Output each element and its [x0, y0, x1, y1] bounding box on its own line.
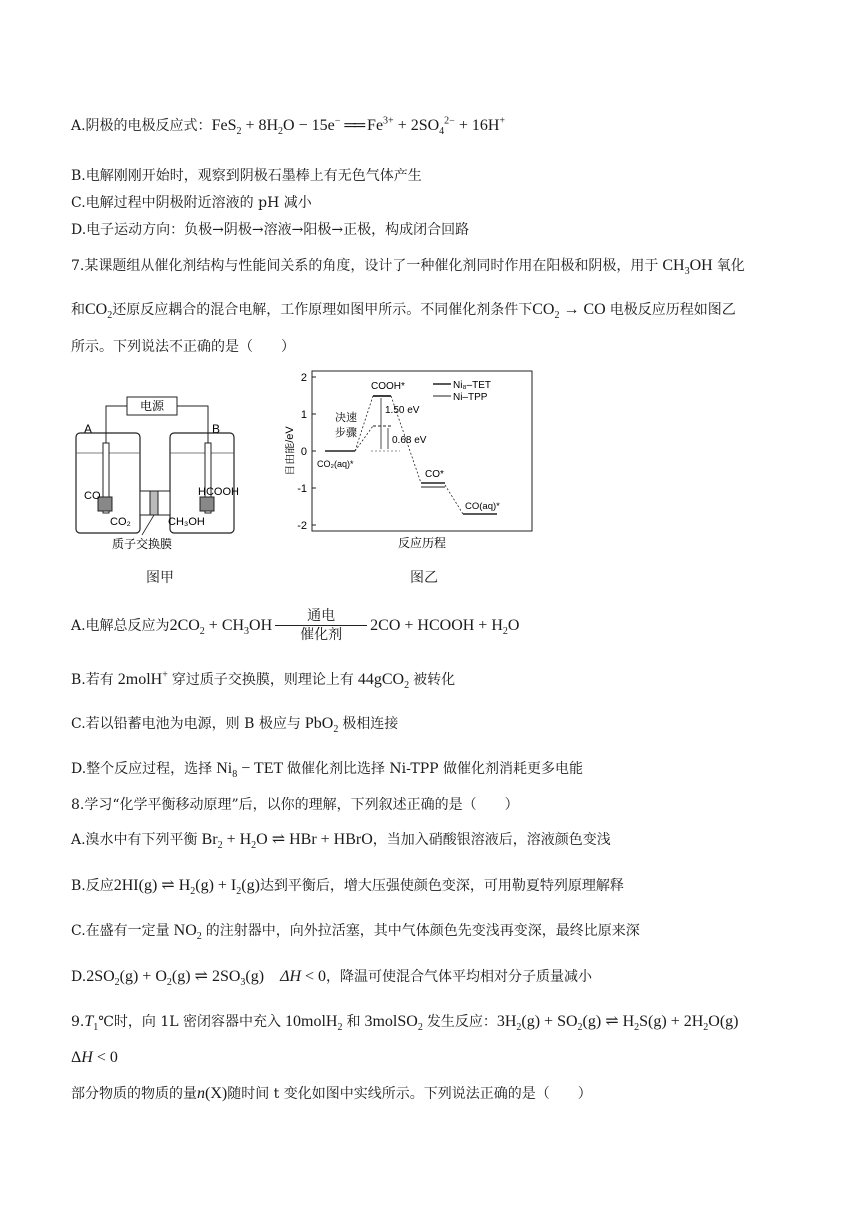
q9-stem-line3: 部分物质的物质的量n(X)随时间 t 变化如图中实线所示。下列说法正确的是（ ） [71, 1085, 592, 1102]
q6-option-c: C.电解过程中阴极附近溶液的 pH 减小 [71, 195, 312, 211]
label-cooh: COOH* [371, 381, 405, 392]
figure-yi-caption: 图乙 [410, 570, 438, 586]
q6-option-a: A.阴极的电极反应式：$FeS_2 + 8H_2O - 15e^-$ ══ $Fe^{3+} + 2SO_4^{2-} + 16H^+$ [71, 115, 506, 138]
reaction-condition: 通电 催化剂 [275, 608, 367, 644]
figure-yi [285, 365, 540, 555]
q7-option-b: B.若有 2molH+ 穿过质子交换膜，则理论上有 44gCO$_2$ 被转化 [71, 669, 456, 692]
figure-jia-caption: 图甲 [146, 570, 174, 586]
q8-option-d: $D.2SO_2(g) + O_2(g)$ ⇌ $2SO_3(g)$ ΔH < 0，降温可使混合气体平均相对分子质量减小 [71, 968, 593, 989]
annot-1-50ev: 1.50 eV [385, 405, 420, 416]
left-species-co2: CO₂ [110, 516, 131, 528]
q7-stem-line2: 和$CO_2$还原反应耦合的混合电解，工作原理如图甲所示。不同催化剂条件下$CO_2$ → CO 电极反应历程如图乙 [71, 301, 736, 322]
svg-text:决速: 决速 [335, 412, 357, 424]
q9-stem-line2: ΔH < 0 [71, 1049, 118, 1066]
membrane-label: 质子交换膜 [112, 537, 173, 551]
energy-profile-chart [285, 365, 540, 555]
electrode-b-label: B [212, 422, 221, 436]
q8-option-a: A.溴水中有下列平衡 $Br_2 + H_2O$ ⇌ HBr + HBrO，当加入硝酸银溶液后，溶液颜色变浅 [71, 831, 611, 852]
figure-jia [70, 385, 270, 555]
svg-text:步骤: 步骤 [335, 427, 357, 439]
q6-option-d: D.电子运动方向：负极→阴极→溶液→阳极→正极，构成闭合回路 [71, 222, 470, 238]
power-source-label: 电源 [139, 399, 165, 413]
cathode-equation: $FeS_2 + 8H_2O - 15e^-$ ══ $Fe^{3+} + 2SO_4^{2-} + 16H^+$ [211, 115, 506, 138]
q6-option-b: B.电解刚刚开始时，观察到阴极石墨棒上有无色气体产生 [71, 168, 422, 184]
legend-ni8-tet: Ni₈–TET [453, 380, 492, 391]
x-axis-label: 反应历程 [397, 536, 447, 550]
q7-option-c: C.若以铅蓄电池为电源，则 B 极应与 PbO$_2$ 极相连接 [71, 715, 399, 736]
electrolysis-cell-diagram [70, 385, 270, 555]
annot-0-68ev: 0.68 eV [392, 435, 427, 446]
label-co: CO* [425, 469, 444, 480]
svg-text:-1: -1 [297, 483, 307, 495]
y-axis-label: 自由能/eV [285, 426, 296, 476]
q7-stem-line3: 所示。下列说法不正确的是（ ） [71, 339, 295, 355]
label-co2-aq: CO₂(aq)* [317, 459, 354, 469]
label-co-aq: CO(aq)* [465, 501, 500, 512]
electrode-a-label: A [84, 422, 93, 436]
svg-text:0: 0 [300, 446, 307, 458]
q8-stem: 8.学习“化学平衡移动原理”后，以你的理解，下列叙述正确的是（ ） [71, 797, 519, 813]
q7-stem-line1: 7.某课题组从催化剂结构与性能间关系的角度，设计了一种催化剂同时作用在阳极和阴极，用于 $CH_3OH$ 氧化 [71, 257, 745, 278]
right-species-hcooh: HCOOH [198, 486, 239, 498]
svg-text:2: 2 [300, 372, 307, 384]
q7-option-a: A.电解总反应为$2CO_2 + CH_3OH$ 通电 催化剂 2CO + HCOOH + $H_2O$ [71, 608, 520, 643]
legend-ni-tpp: Ni–TPP [453, 392, 488, 403]
q9-stem-line1: $9.T_1℃$时，向 1L 密闭容器中充入 10molH$_2$ 和 3molSO$_2$ 发生反应：$3H_2(g) + SO_2(g)$ ⇌ $H_2S(g) + 2H_2O(g)$ [71, 1013, 739, 1034]
svg-text:1: 1 [300, 409, 307, 421]
left-species-co: CO [84, 490, 101, 502]
q8-option-b: B.反应2HI(g) ⇌ $H_2(g) + I_2(g)$达到平衡后，增大压强使颜色变深，可用勒夏特列原理解释 [71, 877, 624, 898]
q7-option-d: D.整个反应过程，选择 $Ni_8$ − TET 做催化剂比选择 Ni-TPP 做催化剂消耗更多电能 [71, 760, 583, 781]
q8-option-c: C.在盛有一定量 $NO_2$ 的注射器中，向外拉活塞，其中气体颜色先变浅再变深，最终比原来深 [71, 922, 640, 943]
right-species-ch3oh: CH₃OH [168, 516, 205, 528]
svg-text:-2: -2 [297, 520, 307, 532]
